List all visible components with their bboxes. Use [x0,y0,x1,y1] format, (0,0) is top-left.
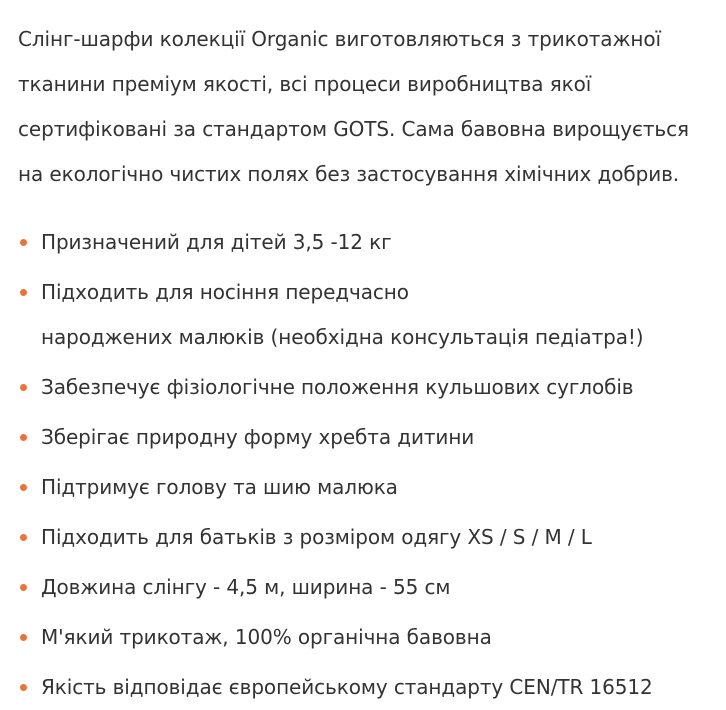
feature-text: Зберігає природну форму хребта дитини [41,425,475,449]
intro-paragraph [18,17,718,197]
list-item [0,665,726,710]
feature-text: народжених малюків (необхідна консультація педіатра!) [41,325,644,349]
feature-text: Призначений для дітей 3,5 -12 кг [41,230,392,254]
list-item [0,415,726,460]
intro-line: Слінг-шарфи колекції Organic виготовляються з трикотажної [18,27,661,51]
feature-text: Якість відповідає європейському стандарту CEN/TR 16512 [41,675,653,699]
bullet-dot-icon [20,289,27,296]
feature-text: Підтримує голову та шию малюка [41,475,398,499]
features-list [0,220,726,710]
bullet-dot-icon [20,484,27,491]
feature-text: Забезпечує фізіологічне положення кульшових суглобів [41,375,634,399]
bullet-dot-icon [20,239,27,246]
bullet-dot-icon [20,584,27,591]
list-item [0,465,726,510]
list-item [0,220,726,265]
bullet-dot-icon [20,434,27,441]
list-item [0,270,726,360]
list-item [0,565,726,610]
bullet-dot-icon [20,384,27,391]
intro-line: на екологічно чистих полях без застосування хімічних добрив. [18,162,680,186]
list-item [0,615,726,660]
feature-text: Підходить для носіння передчасно [41,280,409,304]
intro-line: тканини преміум якості, всі процеси виробництва якої [18,72,592,96]
feature-text: М'який трикотаж, 100% органічна бавовна [41,625,492,649]
list-item [0,515,726,560]
bullet-dot-icon [20,634,27,641]
feature-text: Довжина слінгу - 4,5 м, ширина - 55 см [41,575,451,599]
list-item [0,365,726,410]
intro-line: сертифіковані за стандартом GOTS. Сама бавовна вирощується [18,117,689,141]
bullet-dot-icon [20,684,27,691]
feature-text: Підходить для батьків з розміром одягу XS / S / M / L [41,525,592,549]
bullet-dot-icon [20,534,27,541]
